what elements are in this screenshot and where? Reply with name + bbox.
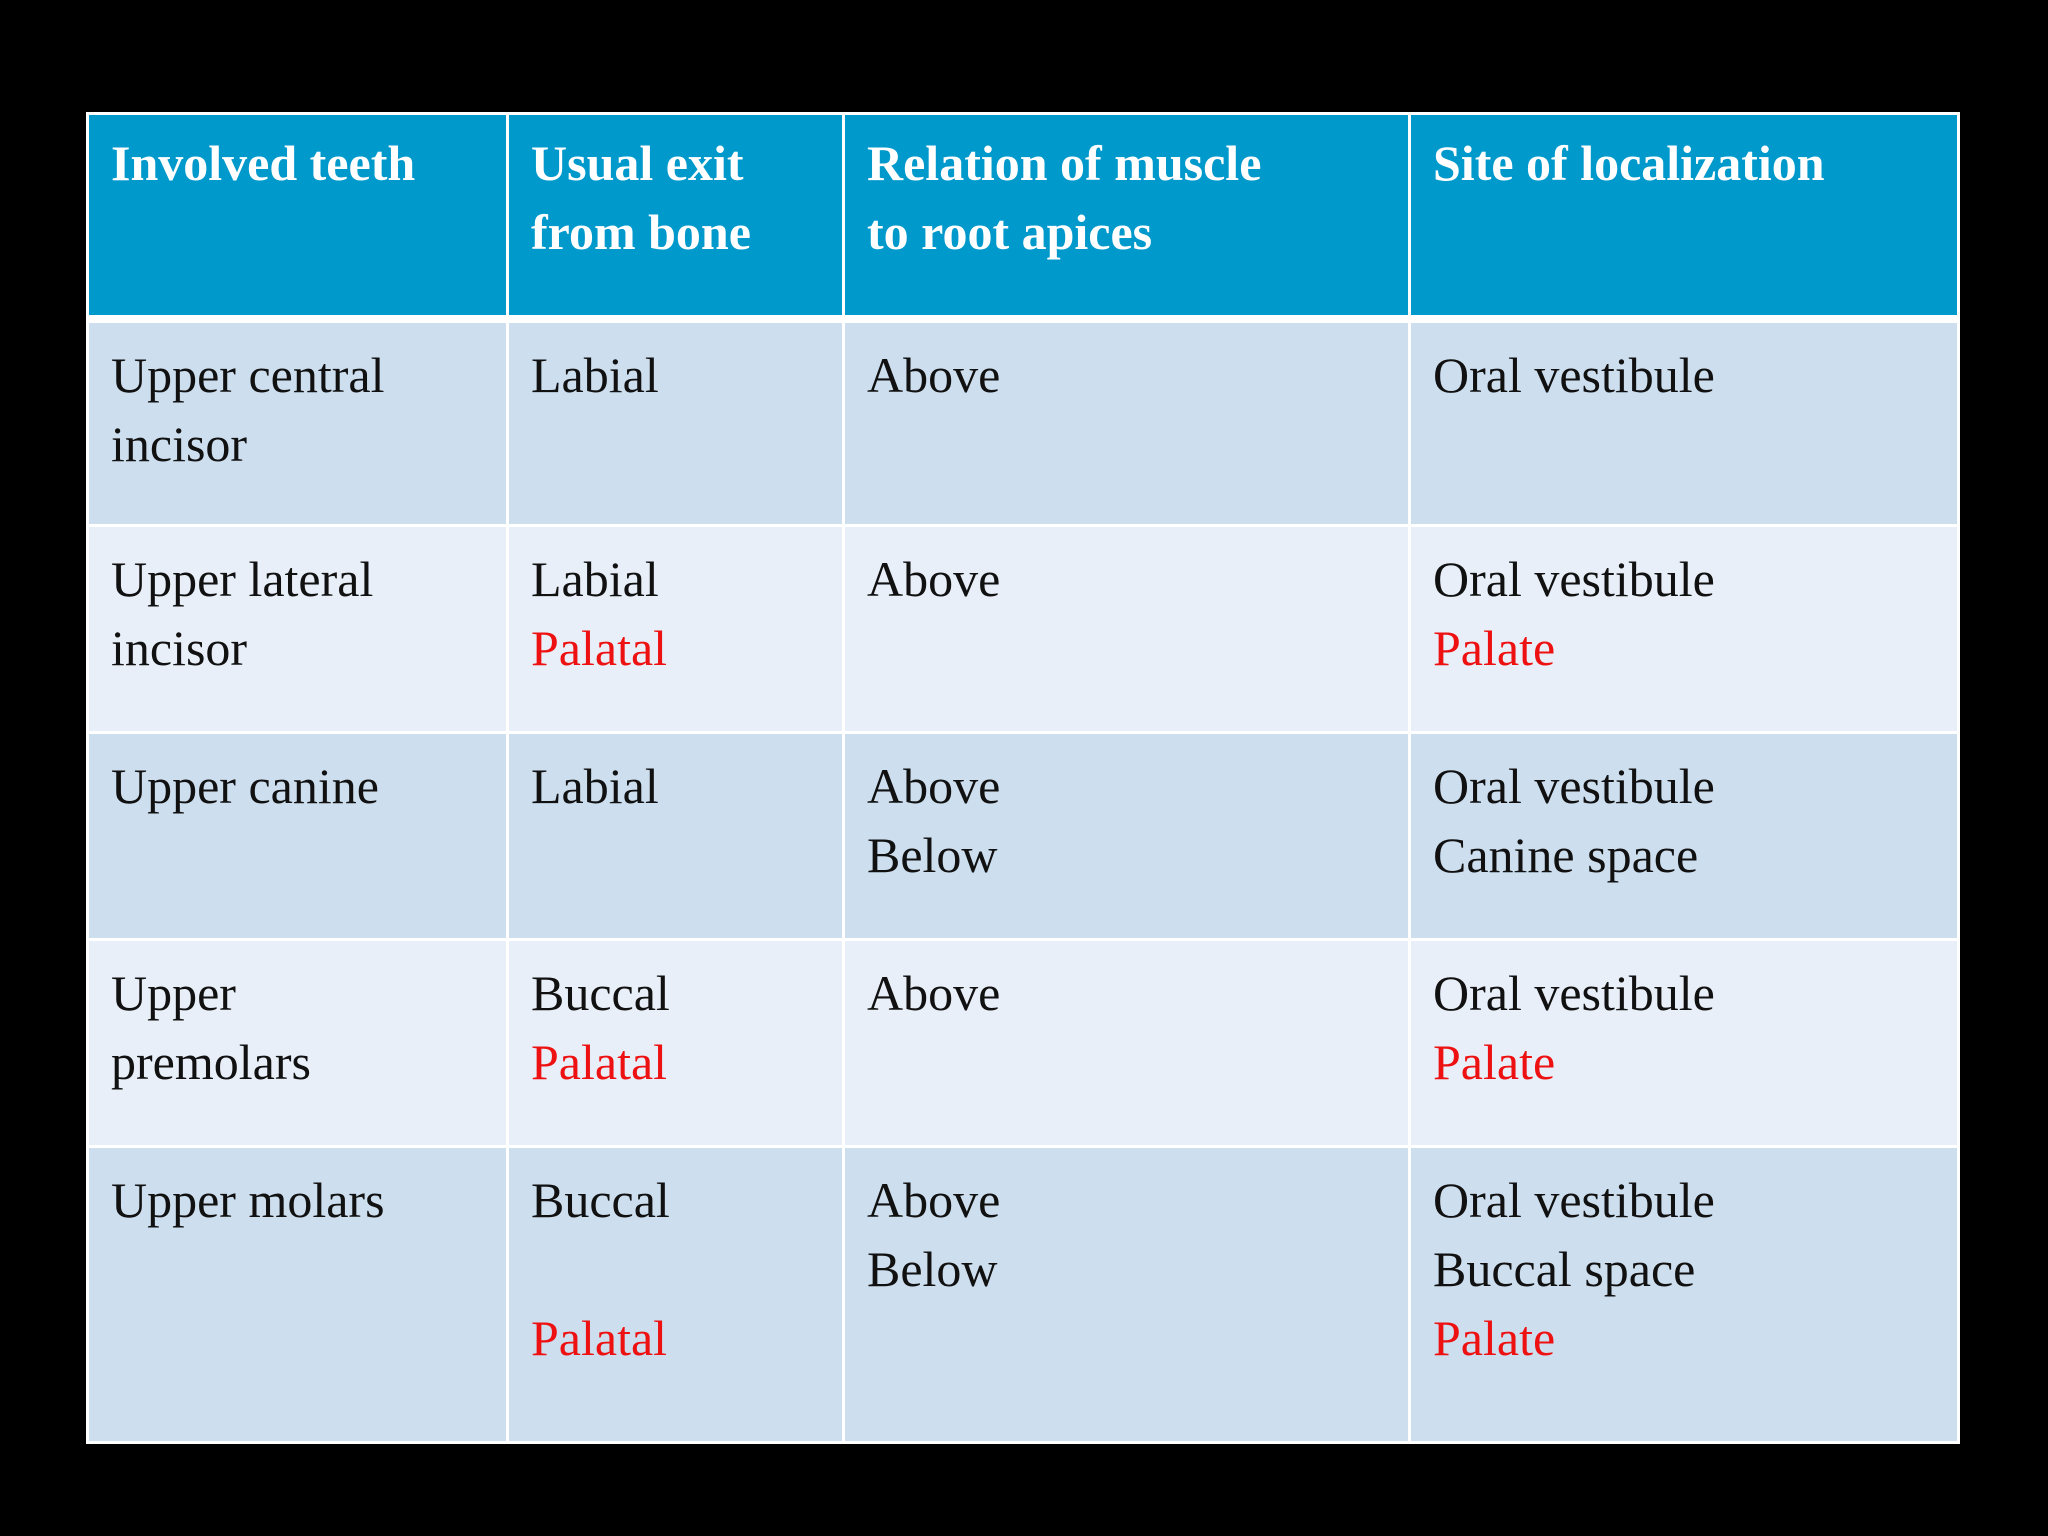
cell-involved-teeth: Upper canine	[88, 733, 508, 940]
header-usual-exit: Usual exit from bone	[508, 114, 844, 319]
cell-relation: Above	[844, 319, 1410, 526]
spacer	[531, 1235, 820, 1304]
cell-site: Oral vestibule Canine space	[1410, 733, 1959, 940]
cell-site: Oral vestibule Palate	[1410, 940, 1959, 1147]
cell-usual-exit: Labial	[508, 319, 844, 526]
teeth-infection-table	[86, 112, 1960, 1444]
cell-usual-exit: Labial Palatal	[508, 526, 844, 733]
cell-relation: Above	[844, 940, 1410, 1147]
header-relation-of-muscle: Relation of muscle to root apices	[844, 114, 1410, 319]
table-row	[88, 526, 1959, 733]
header-row	[88, 114, 1959, 319]
cell-involved-teeth: Upper premolars	[88, 940, 508, 1147]
cell-involved-teeth: Upper central incisor	[88, 319, 508, 526]
cell-site: Oral vestibule Buccal space Palate	[1410, 1147, 1959, 1443]
cell-usual-exit: Labial	[508, 733, 844, 940]
cell-involved-teeth: Upper molars	[88, 1147, 508, 1443]
cell-usual-exit: Buccal Palatal	[508, 940, 844, 1147]
cell-relation: Above Below	[844, 733, 1410, 940]
cell-relation: Above	[844, 526, 1410, 733]
cell-site: Oral vestibule Palate	[1410, 526, 1959, 733]
table-row	[88, 733, 1959, 940]
table-row	[88, 940, 1959, 1147]
table-row	[88, 1147, 1959, 1443]
cell-relation: Above Below	[844, 1147, 1410, 1443]
cell-involved-teeth: Upper lateral incisor	[88, 526, 508, 733]
cell-site: Oral vestibule	[1410, 319, 1959, 526]
header-involved-teeth: Involved teeth	[88, 114, 508, 319]
header-site-of-localization: Site of localization	[1410, 114, 1959, 319]
cell-usual-exit: Buccal Palatal	[508, 1147, 844, 1443]
table-row	[88, 319, 1959, 526]
